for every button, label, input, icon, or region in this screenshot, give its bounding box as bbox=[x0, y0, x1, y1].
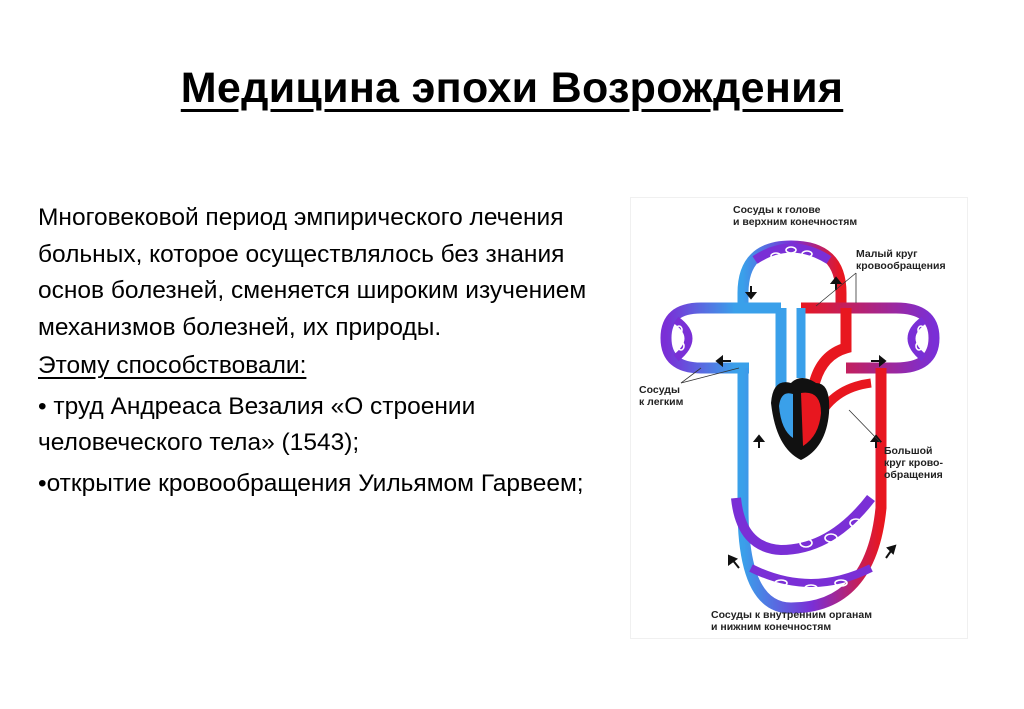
label-big-circle-line3: обращения bbox=[884, 469, 943, 481]
slide-title: Медицина эпохи Возрождения bbox=[180, 64, 844, 112]
circulation-diagram bbox=[631, 198, 967, 638]
bullet-item bbox=[38, 466, 598, 503]
label-lungs-line2: к легким bbox=[639, 396, 684, 408]
heart-icon bbox=[771, 378, 829, 460]
bullet-text: открытие кровообращения Уильямом Гарвеем; bbox=[46, 469, 584, 497]
intro-paragraph: Многовековой период эмпирического лечения больных, которое осуществлялось без знания основ болезней, сменяется широким изучением механизмов болезней, их природы. bbox=[38, 204, 587, 341]
label-lungs-line1: Сосуды bbox=[639, 384, 680, 396]
label-big-circle-line2: круг крово- bbox=[884, 457, 943, 469]
lead-text: Этому способствовали: bbox=[38, 352, 307, 379]
bullet-marker: • bbox=[38, 469, 47, 497]
label-big-circle-line1: Большой bbox=[884, 445, 933, 457]
bullet-text: труд Андреаса Везалия «О строении человеческого тела» (1543); bbox=[38, 392, 476, 456]
label-organs-line2: и нижним конечностям bbox=[711, 621, 832, 633]
label-head-line2: и верхним конечностям bbox=[733, 216, 858, 228]
bullet-item bbox=[38, 389, 598, 462]
label-head-line1: Сосуды к голове bbox=[733, 204, 821, 216]
slide-body bbox=[38, 200, 598, 502]
label-small-circle-line2: кровообращения bbox=[856, 260, 946, 272]
label-organs-line1: Сосуды к внутренним органам bbox=[711, 609, 872, 621]
bullet-marker: • bbox=[38, 392, 47, 420]
label-small-circle-line1: Малый круг bbox=[856, 248, 918, 260]
